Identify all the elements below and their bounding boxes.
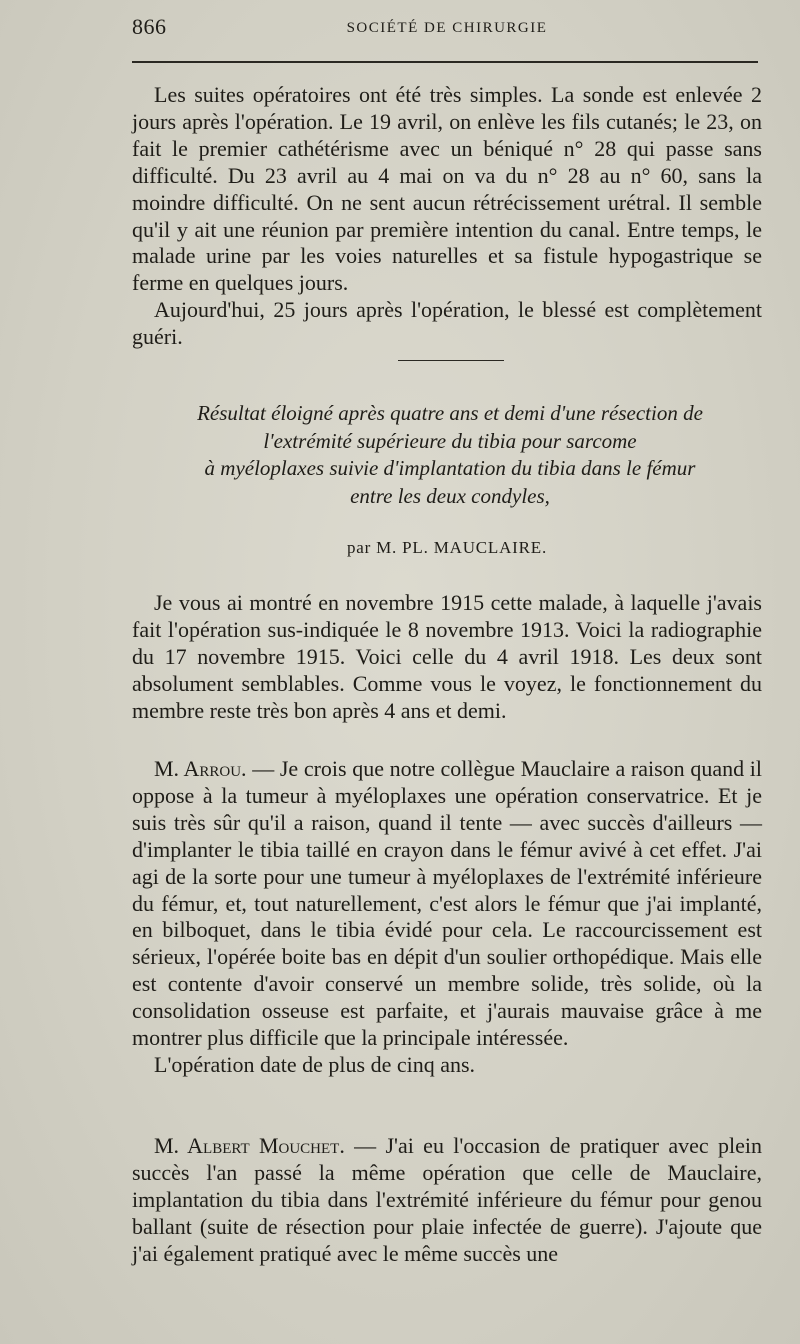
paragraph-mouchet (132, 1133, 762, 1268)
page-header (132, 14, 762, 48)
speaker-name: M. Arrou. (154, 756, 247, 781)
paragraph-postoperative: Les suites opératoires ont été très simples. La sonde est enlevée 2 jours après l'opération. Le 19 avril, on enlève les fils cutanés; le 23, on fait le premier cathétérisme avec un béniqué n° 28 qui passe sans difficulté. Du 23 avril au 4 mai on va du n° 28 au n° 60, sans la moindre difficulté. On ne sent aucun rétrécissement urétral. Il semble qu'il y ait une réunion par première intention du canal. Entre temps, le malade urine par les voies naturelles et sa fistule hypogastrique se ferme en quelques jours. (132, 82, 762, 296)
title-line: l'extrémité supérieure du tibia pour sarcome (263, 428, 637, 453)
speech-text: — J'ai eu l'occasion de pratiquer avec plein succès l'an passé la même opération que celle de Mauclaire, implantation du tibia dans l'extrémité inférieure du fémur pour genou ballant (suite de résection pour plaie infectée de guerre). J'ajoute que j'ai également pratiqué avec le même succès une (132, 1133, 762, 1266)
title-line: à myéloplaxes suivie d'implantation du tibia dans le fémur (204, 456, 696, 480)
page-number: 866 (132, 14, 167, 39)
title-line: Résultat éloigné après quatre ans et demi d'une résection de (197, 401, 703, 425)
mauclaire-text (132, 590, 762, 725)
paragraph-arrou (132, 756, 762, 1052)
running-head: SOCIÉTÉ DE CHIRURGIE (346, 20, 548, 36)
previous-article-ending (132, 82, 762, 351)
header-rule (132, 61, 758, 63)
article-title (140, 400, 760, 510)
arrou-discussion (132, 756, 762, 1079)
paragraph-arrou-followup: L'opération date de plus de cinq ans. (154, 1051, 476, 1077)
paragraph-mauclaire: Je vous ai montré en novembre 1915 cette malade, à laquelle j'avais fait l'opération sus-indiquée le 8 novembre 1913. Voici la radiographie du 17 novembre 1915. Voici celle du 4 avril 1918. Les deux sont absolument semblables. Comme vous le voyez, le fonctionnement du membre reste très bon après 4 ans et demi. (132, 590, 762, 723)
title-line: entre les deux condyles, (350, 483, 550, 508)
speaker-name: M. Albert Mouchet. (154, 1133, 345, 1158)
byline: par M. PL. MAUCLAIRE. (346, 538, 547, 557)
section-separator (398, 360, 504, 361)
speech-text: — Je crois que notre collègue Mauclaire a raison quand il oppose à la tumeur à myéloplaxes une opération conservatrice. Et je suis très sûr qu'il a raison, quand il tente — avec succès d'ailleurs — d'implanter le tibia taillé en crayon dans le fémur avivé à cet effet. J'ai agi de la sorte pour une tumeur à myéloplaxes de l'extrémité inférieure du fémur, et, tout naturellement, c'est alors le fémur que j'ai implanté, en bilboquet, dans le tibia évidé pour cela. Le raccourcissement est sérieux, l'opérée boite bas en dépit d'un soulier orthopédique. Mais elle est contente d'avoir conservé un membre solide, très solide, où la consolidation osseuse est parfaite, et j'aurais mauvaise grâce à me montrer plus difficile que la principale intéressée. (132, 756, 762, 1051)
paragraph-outcome: Aujourd'hui, 25 jours après l'opération, le blessé est complètement guéri. (132, 297, 762, 350)
mouchet-discussion (132, 1133, 762, 1268)
